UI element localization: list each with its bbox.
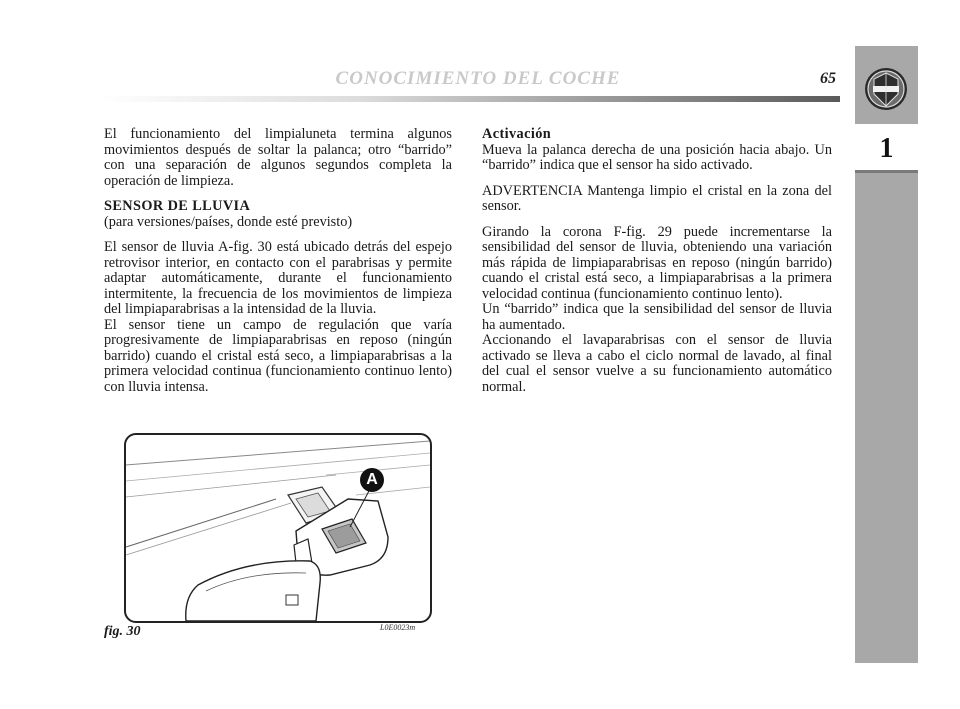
- rain-sensor-paragraph-1: El sensor de lluvia A-fig. 30 está ubicado detrás del espejo retrovisor interior, en contacto con el parabrisas y permite adaptar automáticamente, durante el funcionamiento intermitente, la frecuencia de los movimientos de limpieza del limpiaparabrisas a la intensidad de la lluvia.: [104, 239, 452, 317]
- chapter-number: 1: [879, 133, 894, 164]
- section-heading: SENSOR DE LLUVIA: [104, 198, 251, 214]
- callout-label-a: A: [366, 471, 378, 488]
- header-rule: [100, 96, 840, 102]
- activation-paragraph-1: Mueva la palanca derecha de una posición hacia abajo. Un “barrido” indica que el sensor ha sido activado.: [482, 141, 832, 173]
- figure-caption: fig. 30: [104, 624, 141, 639]
- page-number: 65: [820, 70, 836, 87]
- sensitivity-paragraph: Girando la corona F-fig. 29 puede incrementarse la sensibilidad del sensor de lluvia, obteniendo una variación más rápida de limpiaparabrisas en reposo (ningún barrido) cuando el cristal está seco, a limpiaparabrisas a la primera velocidad continua (funcionamiento continuo lento).: [482, 223, 832, 302]
- intro-paragraph: El funcionamiento del limpialuneta termina algunos movimientos después de soltar la palanca; otro “barrido” con una separación de algunos segundos completa la operación de limpieza.: [104, 126, 452, 189]
- rain-sensor-illustration: [126, 435, 430, 621]
- figure-code: L0E0023m: [380, 623, 416, 632]
- warning-paragraph: ADVERTENCIA Mantenga limpio el cristal en la zona del sensor.: [482, 182, 832, 214]
- left-column: [104, 127, 452, 405]
- activation-heading: Activación: [482, 126, 552, 142]
- rain-sensor-paragraph-2: El sensor tiene un campo de regulación que varía progresivamente de limpiaparabrisas en reposo (ningún barrido) cuando el cristal está seco, a limpiaparabrisas a la primera velocidad continua (funcionamiento continuo lento) con lluvia intensa.: [104, 316, 452, 395]
- sensitivity-note: Un “barrido” indica que la sensibilidad del sensor de lluvia ha aumentado.: [482, 301, 832, 333]
- sidebar-divider-dark: [855, 170, 918, 173]
- section-title: CONOCIMIENTO DEL COCHE: [335, 68, 621, 89]
- washer-paragraph: Accionando el lavaparabrisas con el sensor de lluvia activado se lleva a cabo el ciclo normal de lavado, al final del cual el sensor vuelve a su funcionamiento automático normal.: [482, 332, 832, 395]
- lancia-logo-icon: [863, 66, 909, 112]
- figure-rain-sensor: [124, 433, 432, 623]
- section-subheading: (para versiones/países, donde esté previsto): [104, 213, 353, 230]
- right-column: [482, 127, 832, 405]
